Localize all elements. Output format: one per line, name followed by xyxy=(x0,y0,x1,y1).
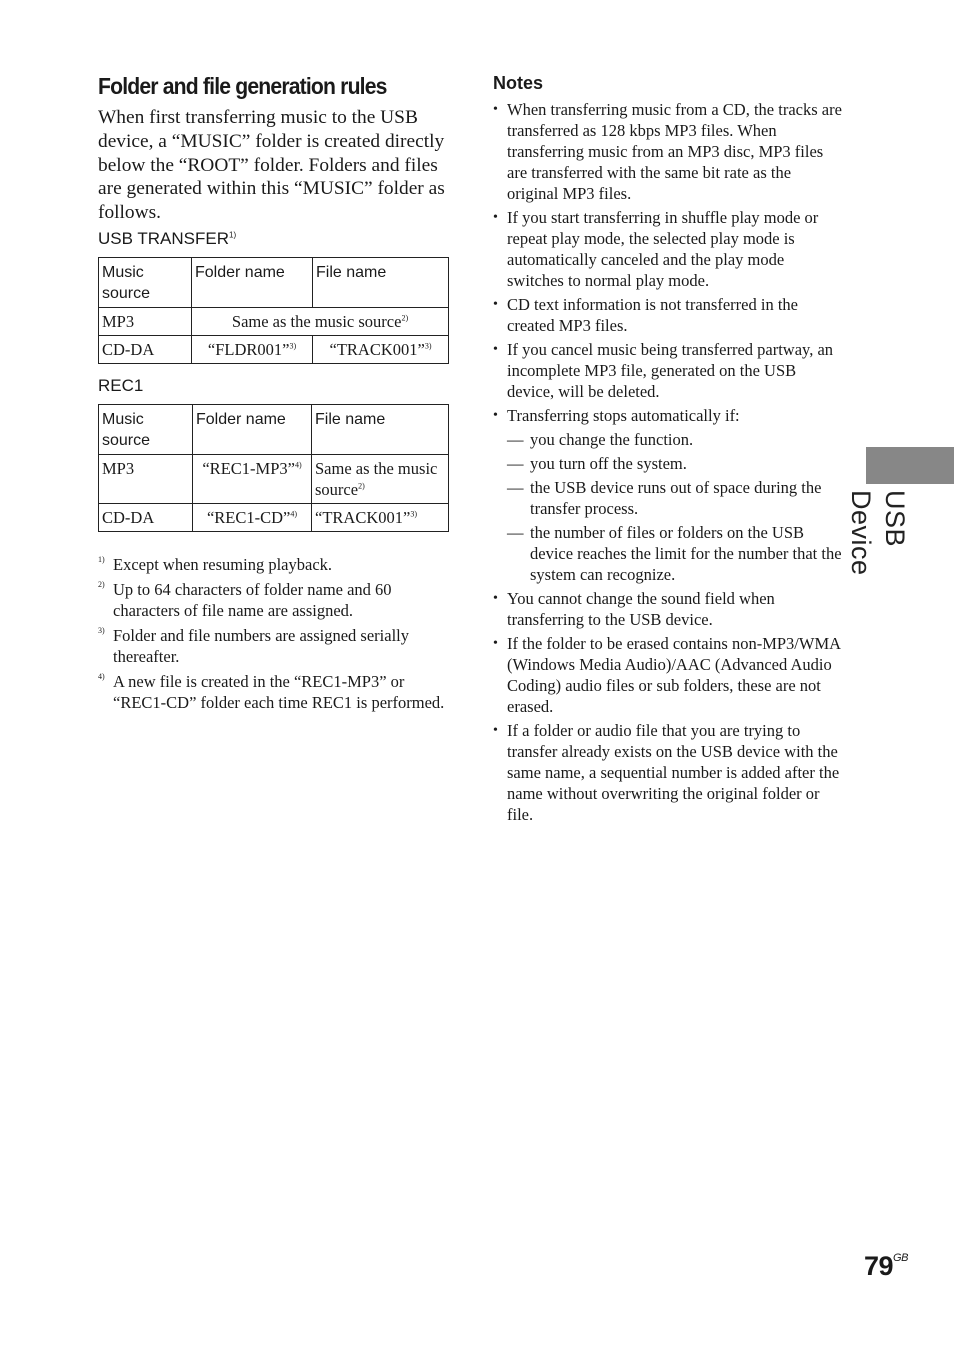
cell-text: “TRACK001” xyxy=(329,339,425,359)
header-file-name: File name xyxy=(313,257,449,307)
cell-folder xyxy=(193,454,312,503)
rec1-label: REC1 xyxy=(98,375,144,395)
note-item xyxy=(493,207,845,291)
note-text: If you cancel music being transferred partway, an incomplete MP3 file, generated on the USB device, will be deleted. xyxy=(507,340,834,401)
page-number-value: 79 xyxy=(864,1251,894,1281)
note-text: You cannot change the sound field when transferring to the USB device. xyxy=(507,589,775,629)
section-title: Folder and file generation rules xyxy=(98,73,387,99)
page-number xyxy=(864,1249,908,1283)
footnote-text: Except when resuming playback. xyxy=(113,554,333,574)
table-row xyxy=(99,335,449,363)
note-text: CD text information is not transferred in the created MP3 files. xyxy=(507,295,798,335)
note-item xyxy=(493,720,845,825)
bullet-icon: • xyxy=(493,591,498,606)
cell-source: MP3 xyxy=(99,307,192,335)
footnote-ref: 3) xyxy=(424,341,432,351)
cell-text: Same as the music source xyxy=(231,311,402,331)
footnote-ref: 2) xyxy=(401,313,409,323)
table-header-row xyxy=(99,404,449,454)
stop-condition-item xyxy=(493,522,845,585)
bullet-icon: • xyxy=(493,297,498,312)
header-music-source: Music source xyxy=(99,404,193,454)
bullet-icon: • xyxy=(493,723,498,738)
note-item xyxy=(493,588,845,630)
footnote-mark: 1) xyxy=(98,554,105,564)
cell-file xyxy=(312,503,449,531)
footnote-ref: 3) xyxy=(289,341,297,351)
cell-source: MP3 xyxy=(99,454,193,503)
right-column xyxy=(493,70,845,825)
note-item xyxy=(493,633,845,717)
bullet-icon: • xyxy=(493,342,498,357)
note-text: If you start transferring in shuffle play mode or repeat play mode, the selected play mode is automatically canceled and the play mode switches to normal play mode. xyxy=(507,208,819,290)
footnote-text: Up to 64 characters of folder name and 60 characters of file name are assigned. xyxy=(113,579,392,620)
section-tab-bar xyxy=(866,447,954,484)
stop-condition-text: you turn off the system. xyxy=(530,454,687,473)
cell-folder xyxy=(193,503,312,531)
header-folder-name: Folder name xyxy=(192,257,313,307)
cell-file xyxy=(313,335,449,363)
cell-source: CD-DA xyxy=(99,335,192,363)
header-folder-name: Folder name xyxy=(193,404,312,454)
cell-folder xyxy=(192,335,313,363)
footnote-ref: 1) xyxy=(229,230,237,240)
table-row xyxy=(99,307,449,335)
cell-text: “REC1-MP3” xyxy=(202,458,295,478)
stop-condition-text: you change the function. xyxy=(530,430,694,449)
dash-icon: — xyxy=(507,430,524,449)
dash-icon: — xyxy=(507,523,524,542)
stop-condition-text: the USB device runs out of space during the transfer process. xyxy=(530,478,822,518)
usb-transfer-table xyxy=(98,257,449,364)
cell-file xyxy=(312,454,449,503)
footnote-list xyxy=(98,554,450,713)
header-file-name: File name xyxy=(312,404,449,454)
footnote-mark: 4) xyxy=(98,671,105,681)
note-text: When transferring music from a CD, the tracks are transferred as 128 kbps MP3 files. When transferring music from an MP3 disc, MP3 files are transferred with the same bit rate as the original MP3 files. xyxy=(507,100,842,203)
stop-condition-item xyxy=(493,429,845,450)
cell-text: Same as the music source xyxy=(315,458,438,499)
bullet-icon: • xyxy=(493,210,498,225)
footnote-mark: 3) xyxy=(98,625,105,635)
footnote-ref: 4) xyxy=(294,460,302,470)
usb-transfer-label xyxy=(98,229,450,249)
note-text: If a folder or audio file that you are trying to transfer already exists on the USB device with the same name, a sequential number is added after the name without overwriting the original folder or file. xyxy=(507,721,840,824)
left-column xyxy=(98,70,450,717)
stop-condition-item xyxy=(493,453,845,474)
note-item xyxy=(493,294,845,336)
footnote-ref: 3) xyxy=(410,509,417,519)
table-row xyxy=(99,454,449,503)
table-header-row xyxy=(99,257,449,307)
header-music-source: Music source xyxy=(99,257,192,307)
rec1-table xyxy=(98,404,449,532)
notes-title: Notes xyxy=(493,73,544,93)
footnote-mark: 2) xyxy=(98,579,105,589)
dash-icon: — xyxy=(507,478,524,497)
bullet-icon: • xyxy=(493,102,498,117)
footnote-ref: 4) xyxy=(290,509,298,519)
note-item xyxy=(493,99,845,204)
table-row xyxy=(99,503,449,531)
footnote-ref: 2) xyxy=(358,481,365,491)
cell-merged xyxy=(192,307,449,335)
dash-icon: — xyxy=(507,454,524,473)
footnote-text: A new file is created in the “REC1-MP3” or “REC1-CD” folder each time REC1 is performed. xyxy=(113,671,445,712)
usb-transfer-label-text: USB TRANSFER xyxy=(98,228,229,248)
stop-condition-item xyxy=(493,477,845,519)
footnote-item xyxy=(98,554,450,575)
cell-text: “FLDR001” xyxy=(207,339,290,359)
intro-paragraph: When first transferring music to the USB device, a “MUSIC” folder is created directly below the “ROOT” folder. Folders and files are generated within this “MUSIC” folder as follows. xyxy=(98,107,445,224)
footnote-item xyxy=(98,579,450,621)
footnote-item xyxy=(98,671,450,713)
footnote-text: Folder and file numbers are assigned serially thereafter. xyxy=(113,625,409,666)
stop-condition-text: the number of files or folders on the USB device reaches the limit for the number that the system can recognize. xyxy=(530,523,842,584)
cell-source: CD-DA xyxy=(99,503,193,531)
page-region-suffix: GB xyxy=(893,1252,908,1264)
cell-text: “TRACK001” xyxy=(315,507,411,527)
section-side-label: USB Device xyxy=(846,490,910,576)
bullet-icon: • xyxy=(493,636,498,651)
note-item xyxy=(493,339,845,402)
bullet-icon: • xyxy=(493,408,498,423)
note-text: Transferring stops automatically if: xyxy=(507,406,740,425)
footnote-item xyxy=(98,625,450,667)
note-text: If the folder to be erased contains non-MP3/WMA (Windows Media Audio)/AAC (Advanced Audio Coding) audio files or sub folders, these are not erased. xyxy=(507,634,841,716)
note-item xyxy=(493,405,845,426)
cell-text: “REC1-CD” xyxy=(206,507,291,527)
